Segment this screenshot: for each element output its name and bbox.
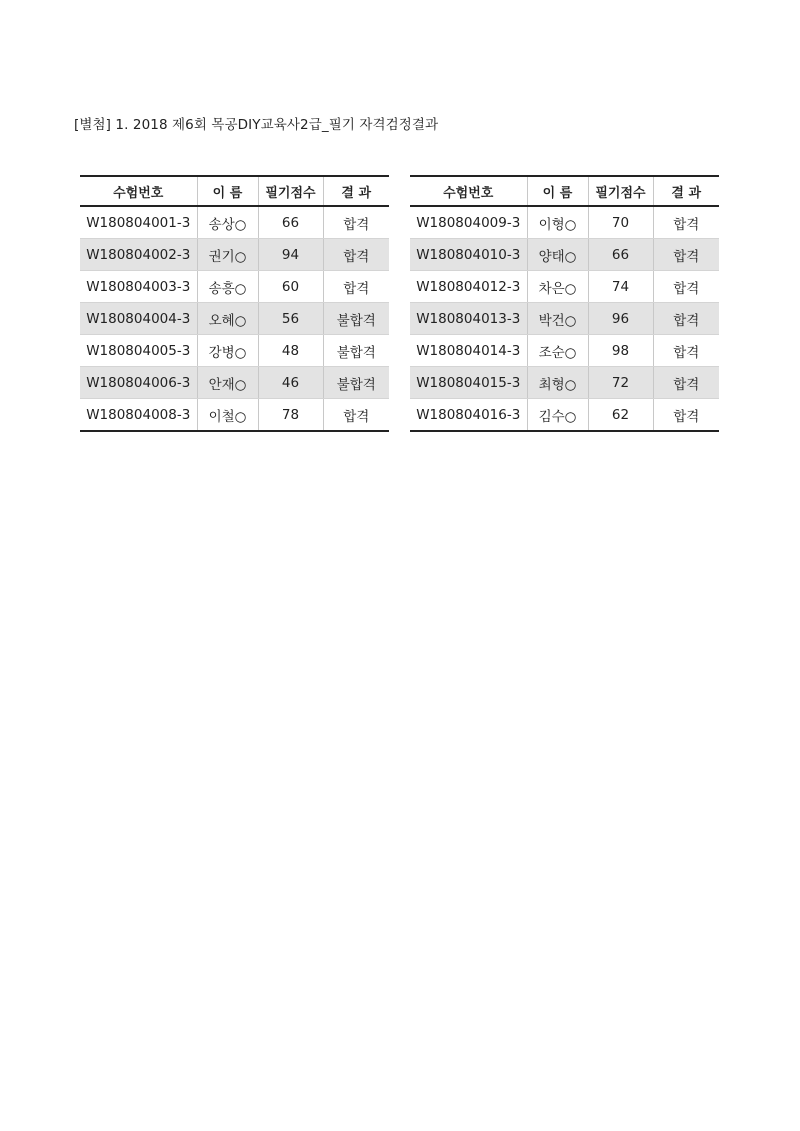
header-exam-number: 수험번호	[80, 176, 197, 206]
header-result: 결 과	[323, 176, 389, 206]
score-cell: 98	[588, 335, 653, 367]
result-cell: 불합격	[323, 303, 389, 335]
exam-number-cell: W180804009-3	[410, 206, 527, 239]
name-cell: 송흥○	[197, 271, 258, 303]
exam-number-cell: W180804012-3	[410, 271, 527, 303]
table-header-row	[410, 176, 719, 206]
name-cell: 최형○	[527, 367, 588, 399]
exam-number-cell: W180804001-3	[80, 206, 197, 239]
result-cell: 합격	[653, 335, 719, 367]
score-cell: 62	[588, 399, 653, 432]
name-cell: 안재○	[197, 367, 258, 399]
score-cell: 46	[258, 367, 323, 399]
header-name: 이 름	[527, 176, 588, 206]
score-cell: 96	[588, 303, 653, 335]
result-cell: 합격	[323, 206, 389, 239]
exam-number-cell: W180804016-3	[410, 399, 527, 432]
score-cell: 78	[258, 399, 323, 432]
result-cell: 합격	[653, 303, 719, 335]
result-cell: 합격	[653, 206, 719, 239]
table-row	[410, 335, 719, 367]
header-exam-number: 수험번호	[410, 176, 527, 206]
exam-number-cell: W180804015-3	[410, 367, 527, 399]
name-cell: 박건○	[527, 303, 588, 335]
exam-number-cell: W180804002-3	[80, 239, 197, 271]
header-written-score: 필기점수	[588, 176, 653, 206]
result-cell: 합격	[653, 239, 719, 271]
name-cell: 오혜○	[197, 303, 258, 335]
score-cell: 74	[588, 271, 653, 303]
name-cell: 이형○	[527, 206, 588, 239]
name-cell: 권기○	[197, 239, 258, 271]
header-written-score: 필기점수	[258, 176, 323, 206]
result-cell: 합격	[323, 271, 389, 303]
score-cell: 56	[258, 303, 323, 335]
table-row	[410, 271, 719, 303]
name-cell: 이철○	[197, 399, 258, 432]
score-cell: 48	[258, 335, 323, 367]
result-cell: 합격	[323, 239, 389, 271]
exam-number-cell: W180804013-3	[410, 303, 527, 335]
result-cell: 합격	[653, 399, 719, 432]
score-cell: 66	[258, 206, 323, 239]
document-title: [별첨] 1. 2018 제6회 목공DIY교육사2급_필기 자격검정결과	[74, 117, 439, 133]
score-cell: 60	[258, 271, 323, 303]
name-cell: 송상○	[197, 206, 258, 239]
table-row	[80, 303, 389, 335]
table-row	[410, 367, 719, 399]
score-cell: 66	[588, 239, 653, 271]
name-cell: 김수○	[527, 399, 588, 432]
header-name: 이 름	[197, 176, 258, 206]
result-cell: 불합격	[323, 335, 389, 367]
result-cell: 합격	[323, 399, 389, 432]
table-row	[410, 206, 719, 239]
table-row	[80, 367, 389, 399]
table-row	[410, 399, 719, 432]
table-row	[80, 239, 389, 271]
name-cell: 양태○	[527, 239, 588, 271]
table-row	[80, 335, 389, 367]
name-cell: 강병○	[197, 335, 258, 367]
results-table-left	[80, 175, 389, 432]
table-header-row	[80, 176, 389, 206]
name-cell: 차은○	[527, 271, 588, 303]
result-cell: 합격	[653, 367, 719, 399]
result-cell: 불합격	[323, 367, 389, 399]
table-row	[410, 303, 719, 335]
score-cell: 94	[258, 239, 323, 271]
result-cell: 합격	[653, 271, 719, 303]
exam-number-cell: W180804008-3	[80, 399, 197, 432]
score-cell: 72	[588, 367, 653, 399]
header-result: 결 과	[653, 176, 719, 206]
exam-number-cell: W180804003-3	[80, 271, 197, 303]
table-row	[80, 399, 389, 432]
exam-number-cell: W180804004-3	[80, 303, 197, 335]
table-row	[410, 239, 719, 271]
name-cell: 조순○	[527, 335, 588, 367]
exam-number-cell: W180804006-3	[80, 367, 197, 399]
table-row	[80, 206, 389, 239]
results-table-right	[410, 175, 719, 432]
exam-number-cell: W180804010-3	[410, 239, 527, 271]
exam-number-cell: W180804014-3	[410, 335, 527, 367]
score-cell: 70	[588, 206, 653, 239]
table-row	[80, 271, 389, 303]
exam-number-cell: W180804005-3	[80, 335, 197, 367]
